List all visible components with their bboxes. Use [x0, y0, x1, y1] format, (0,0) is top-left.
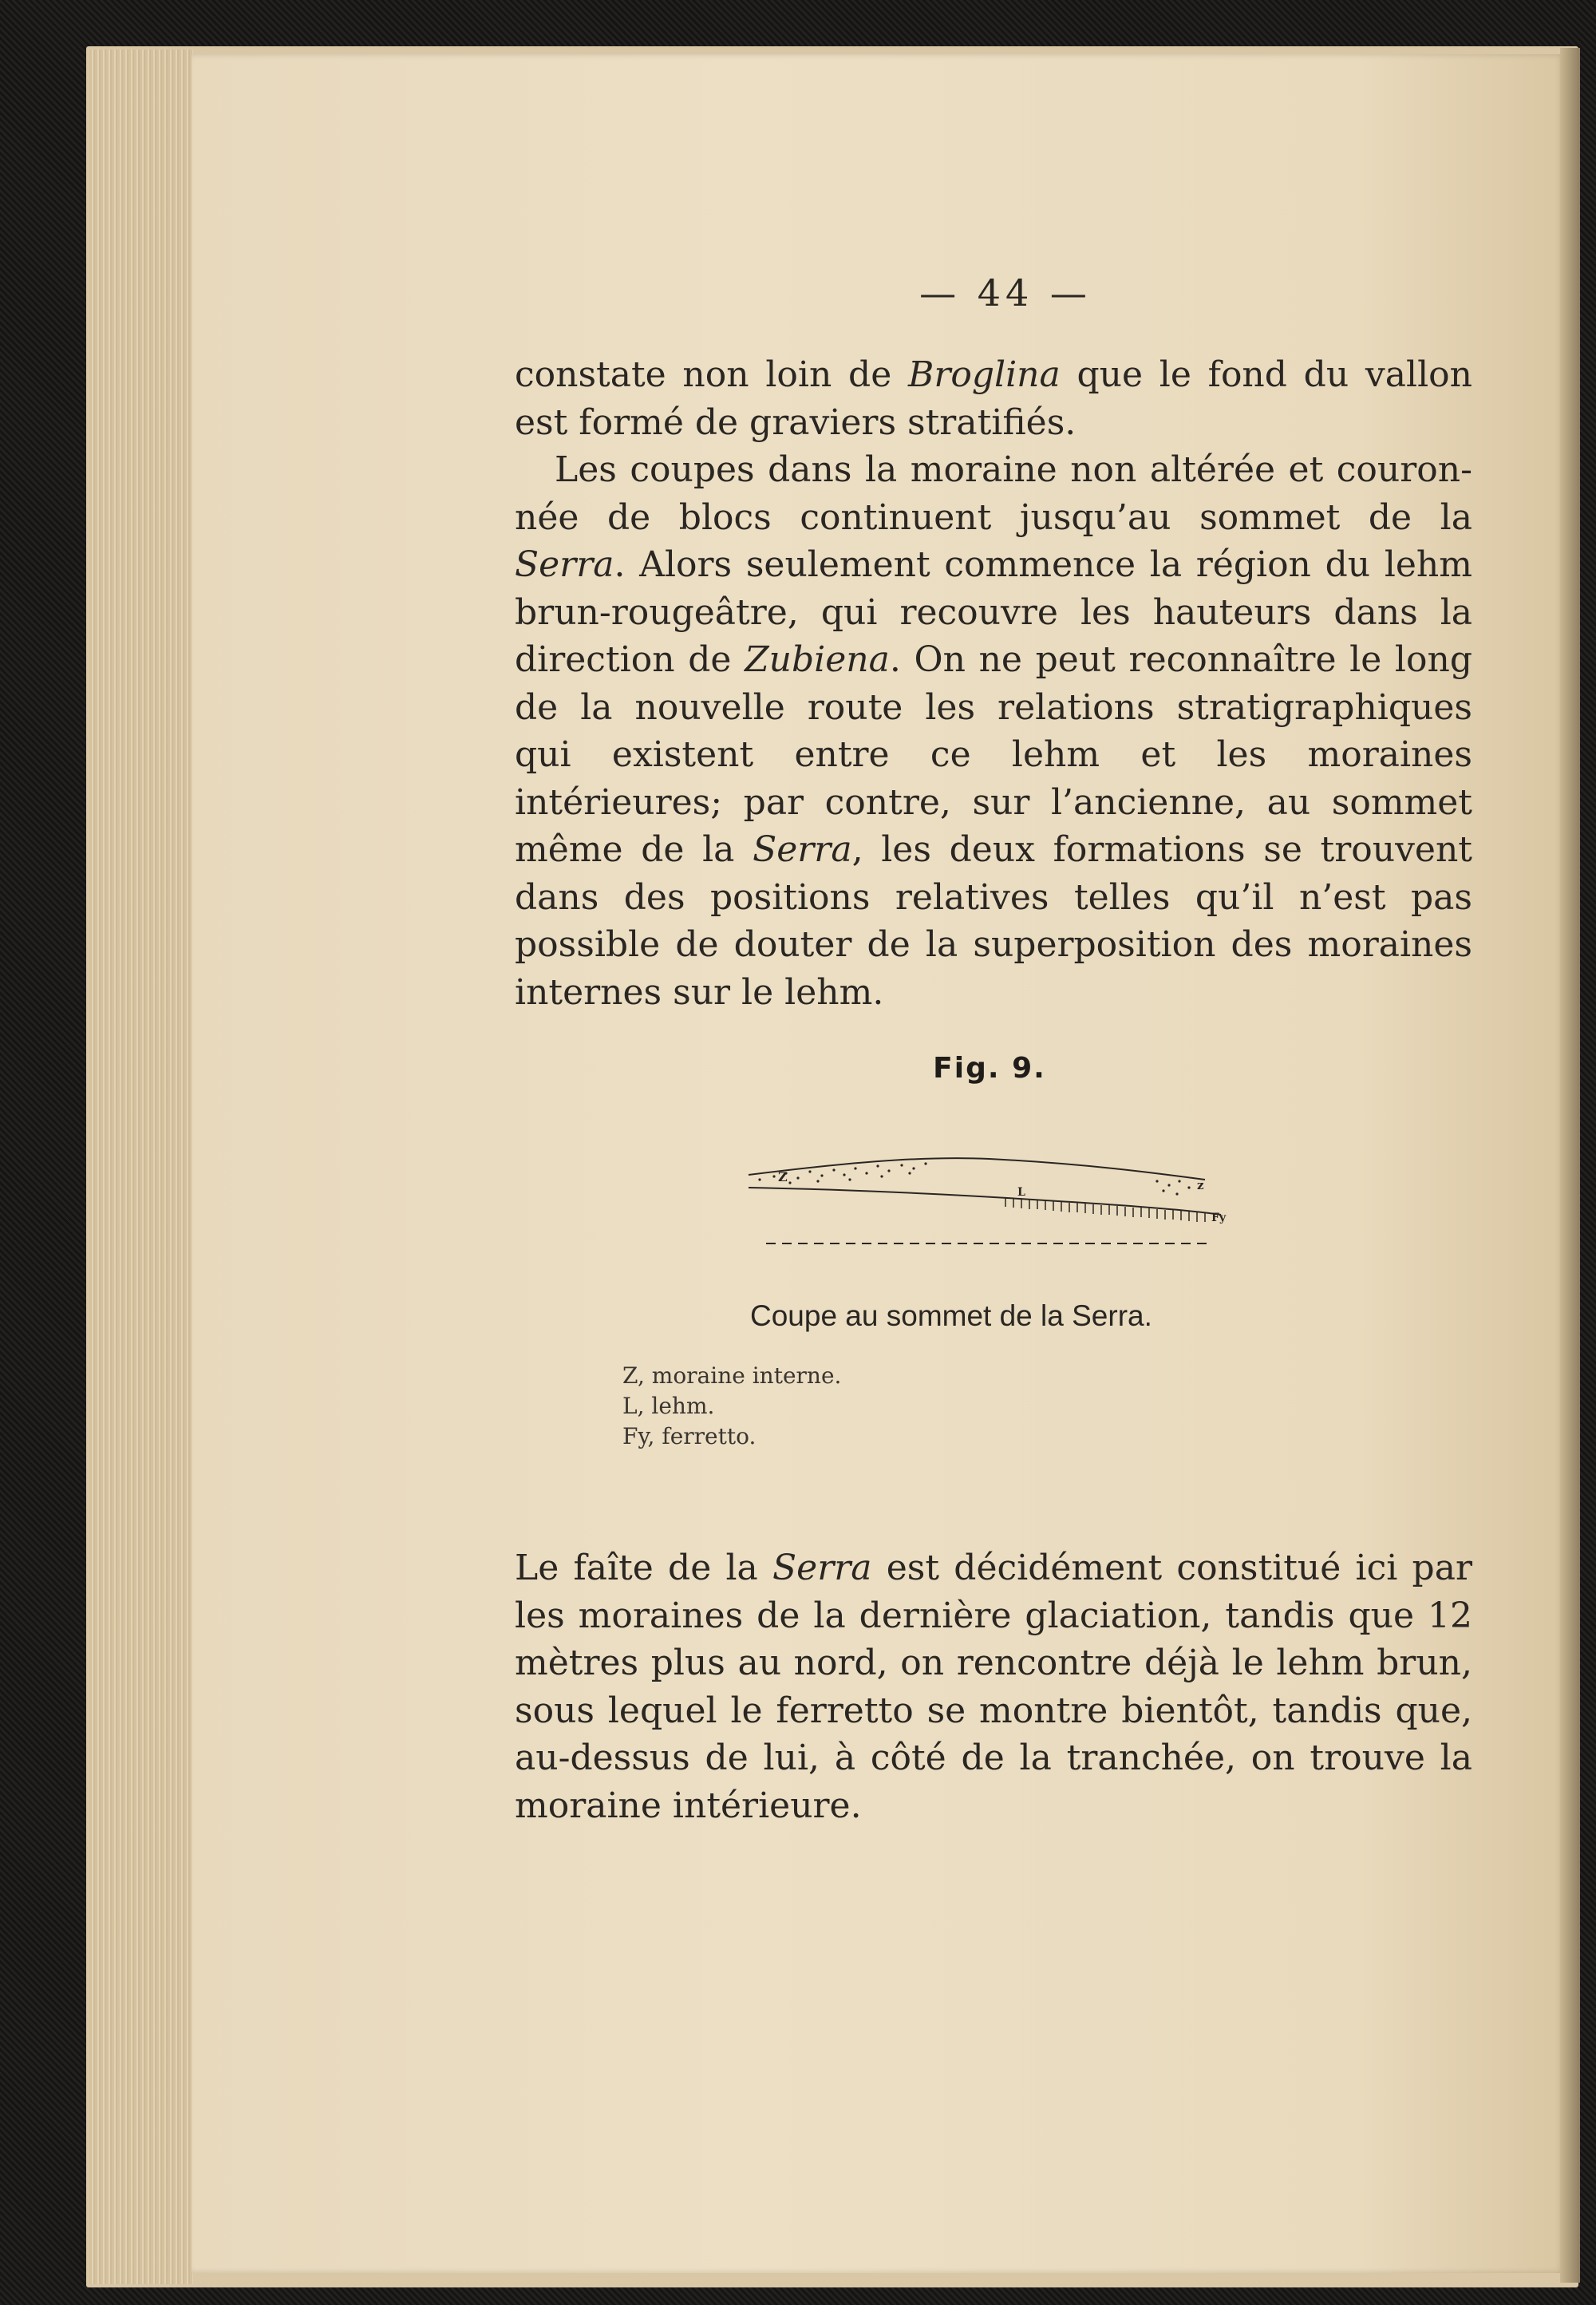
page-right-edge	[1560, 48, 1580, 2283]
label-z-left: Z	[778, 1169, 788, 1184]
figure-legend	[622, 1361, 1021, 1452]
label-z-right: z	[1197, 1178, 1204, 1192]
legend-item: L, lehm.	[622, 1393, 715, 1419]
paragraph-top	[515, 351, 1472, 446]
moraine-top-line	[749, 1158, 1205, 1180]
figure-caption: Coupe au sommet de la Serra.	[750, 1299, 1152, 1332]
page-number: — 44 —	[919, 271, 1092, 314]
label-fy: Fy	[1211, 1212, 1227, 1224]
page-edges	[89, 49, 193, 2284]
paragraph-2-text: Les coupes dans la moraine non altérée et couronnée de blocs continuent jusqu’au sommet de la Serra. Alors seulement commence la région du lehm brun-rougeâtre, qui recouvre les hauteurs dans la direction de Zubiena. On ne peut reconnaître le long de la nouvelle route les relations stratigraphiques qui existent entre ce lehm et les moraines intérieures; par contre, sur l’ancienne, au sommet même de la Serra, les deux formations se trouvent dans des positions relatives telles qu’il n’est pas possible de douter de la superposition des moraines internes sur le lehm.	[515, 449, 1472, 1013]
lehm-line	[749, 1188, 1221, 1215]
stratigraphic-section-diagram	[742, 1141, 1253, 1261]
figure-title: Fig. 9.	[933, 1052, 1046, 1085]
legend-item: Z, moraine interne.	[622, 1362, 842, 1389]
text-line: est formé de graviers stratifiés.	[515, 401, 1077, 443]
text-line: constate non loin de Broglina que le fond du vallon	[515, 354, 1472, 395]
paragraph-3-text: Le faîte de la Serra est décidément constitué ici par les moraines de la dernière glaciation, tandis que 12 mètres plus au nord, on rencontre déjà le lehm brun, sous lequel le ferretto se montre bientôt, tandis que, au-dessus de lui, à côté de la tranchée, on trouve la moraine intérieure.	[515, 1548, 1472, 1826]
legend-item: Fy, ferretto.	[622, 1423, 757, 1449]
paragraph-3	[515, 1544, 1472, 1829]
moraine-dots-right	[1156, 1180, 1190, 1195]
label-l: L	[1017, 1186, 1025, 1199]
paragraph-2	[515, 446, 1472, 1016]
